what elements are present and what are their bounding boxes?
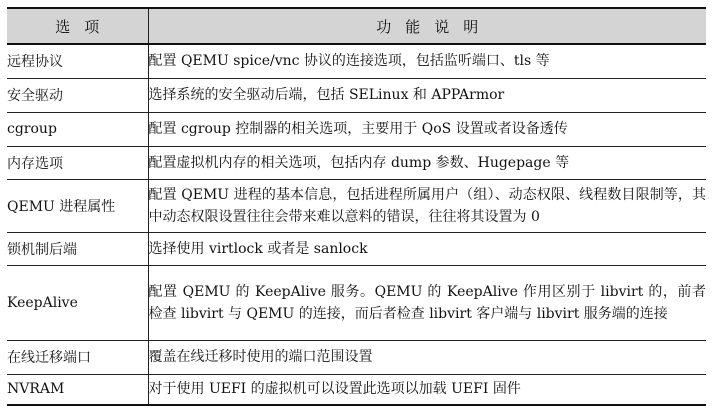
option-description: 配置 QEMU 的 KeepAlive 服务。QEMU 的 KeepAlive 作用区别于 libvirt 的，前者检查 libvirt 与 QEMU 的连接，而后者检查 libvirt 客户端与 libvirt 服务端的连接 — [148, 265, 706, 340]
table-row — [7, 265, 706, 340]
option-description: 覆盖在线迁移时使用的端口范围设置 — [148, 340, 706, 374]
options-table — [7, 7, 706, 406]
option-description: 配置 cgroup 控制器的相关选项，主要用于 QoS 设置或者设备透传 — [148, 112, 706, 146]
header-description: 功能说明 — [148, 8, 706, 44]
option-description: 选择系统的安全驱动后端，包括 SELinux 和 APPArmor — [148, 78, 706, 112]
option-description: 配置 QEMU spice/vnc 协议的连接选项，包括监听端口、tls 等 — [148, 44, 706, 78]
option-name: 内存选项 — [7, 146, 148, 179]
table-row — [7, 146, 706, 179]
option-name: cgroup — [7, 112, 148, 146]
option-name: 在线迁移端口 — [7, 340, 148, 374]
table-row — [7, 179, 706, 232]
table-row — [7, 232, 706, 265]
option-description: 配置虚拟机内存的相关选项，包括内存 dump 参数、Hugepage 等 — [148, 146, 706, 179]
option-name: NVRAM — [7, 374, 148, 405]
option-name: 锁机制后端 — [7, 232, 148, 265]
option-description: 配置 QEMU 进程的基本信息，包括进程所属用户（组）、动态权限、线程数目限制等，其中动态权限设置往往会带来难以意料的错误，往往将其设置为 0 — [148, 179, 706, 232]
table-row — [7, 78, 706, 112]
option-name: 远程协议 — [7, 44, 148, 78]
option-name: KeepAlive — [7, 265, 148, 340]
table-row — [7, 44, 706, 78]
option-name: QEMU 进程属性 — [7, 179, 148, 232]
header-row — [7, 8, 706, 44]
option-name: 安全驱动 — [7, 78, 148, 112]
option-description: 选择使用 virtlock 或者是 sanlock — [148, 232, 706, 265]
header-option: 选项 — [7, 8, 148, 44]
table-row — [7, 374, 706, 405]
table-row — [7, 112, 706, 146]
option-description: 对于使用 UEFI 的虚拟机可以设置此选项以加载 UEFI 固件 — [148, 374, 706, 405]
table-row — [7, 340, 706, 374]
